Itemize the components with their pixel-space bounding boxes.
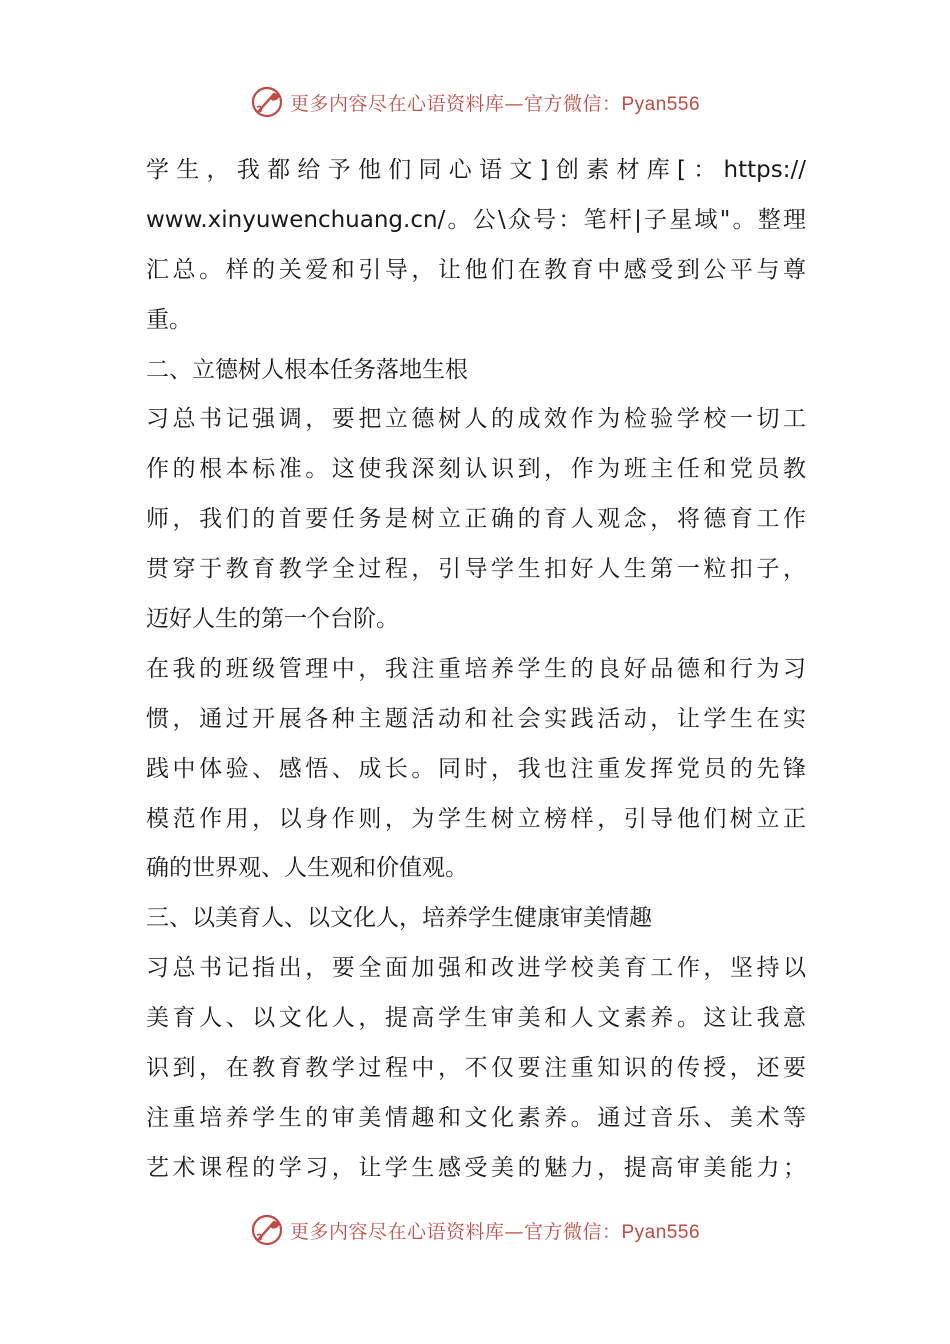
text-line-4: 重。: [146, 306, 192, 333]
footer-banner-text: [290, 1217, 700, 1244]
text-line-6: 习总书记强调，要把立德树人的成效作为检验学校一切工: [146, 406, 806, 433]
text-line-11: 在我的班级管理中，我注重培养学生的良好品德和行为习: [146, 655, 806, 682]
text-line-17: 习总书记指出，要全面加强和改进学校美育工作，坚持以: [146, 955, 806, 982]
header-banner-label: 官方微信：: [523, 92, 622, 115]
text-line-10: 迈好人生的第一个台阶。: [146, 606, 399, 633]
text-line-18: 美育人、以文化人，提高学生审美和人文素养。这让我意: [146, 1005, 806, 1032]
text-line-19: 识到，在教育教学过程中，不仅要注重知识的传授，还要: [146, 1055, 806, 1082]
quill-logo-icon: [250, 85, 284, 119]
text-line-15: 确的世界观、人生观和价值观。: [146, 855, 468, 882]
text-line-20: 注重培养学生的审美情趣和文化素养。通过音乐、美术等: [146, 1104, 806, 1131]
section-heading-3: 三、以美育人、以文化人，培养学生健康审美情趣: [146, 905, 652, 932]
header-banner-text: [290, 89, 700, 116]
footer-banner-main: 更多内容尽在心语资料库: [289, 1220, 505, 1243]
text-line-13: 践中体验、感悟、成长。同时，我也注重发挥党员的先锋: [146, 755, 806, 782]
text-line-21: 艺术课程的学习，让学生感受美的魅力，提高审美能力；: [146, 1154, 806, 1181]
section-heading-2: 二、立德树人根本任务落地生根: [146, 356, 468, 383]
footer-banner-separator: —: [504, 1220, 524, 1243]
text-line-8: 师，我们的首要任务是树立正确的育人观念，将德育工作: [146, 506, 806, 533]
text-line-14: 模范作用，以身作则，为学生树立榜样，引导他们树立正: [146, 805, 806, 832]
header-banner-separator: —: [504, 92, 524, 115]
header-banner-main: 更多内容尽在心语资料库: [289, 92, 505, 115]
document-body: [146, 146, 806, 1194]
header-watermark-banner: [0, 80, 950, 124]
footer-banner-label: 官方微信：: [523, 1220, 622, 1243]
quill-logo-icon: [250, 1213, 284, 1247]
text-line-3: 汇总。样的关爱和引导，让他们在教育中感受到公平与尊: [146, 256, 806, 283]
text-line-12: 惯，通过开展各种主题活动和社会实践活动，让学生在实: [146, 705, 806, 732]
header-banner-wechat-id: Pyan556: [621, 93, 701, 115]
text-line-2: www.xinyuwenchuang.cn/。公\众号：笔杆|子星域"。整理: [146, 206, 806, 233]
text-line-9: 贯穿于教育教学全过程，引导学生扣好人生第一粒扣子，: [146, 556, 806, 583]
footer-watermark-banner: [0, 1208, 950, 1252]
text-line-1: 学生，我都给予他们同心语文]创素材库[：https://: [146, 157, 806, 183]
footer-banner-wechat-id: Pyan556: [621, 1221, 701, 1243]
text-line-7: 作的根本标准。这使我深刻认识到，作为班主任和党员教: [146, 456, 806, 483]
